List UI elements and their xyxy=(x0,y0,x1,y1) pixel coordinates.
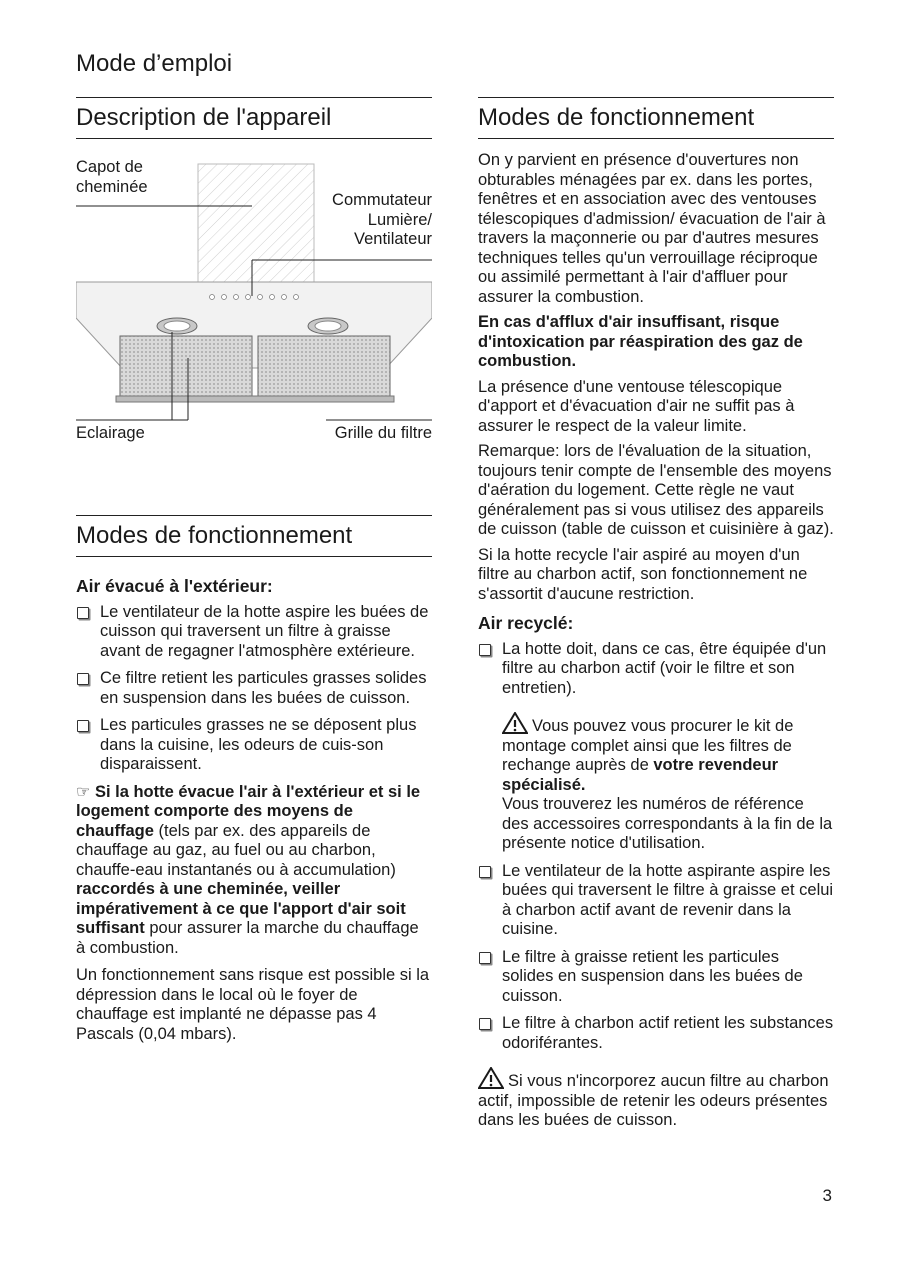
paragraph-5: Si la hotte recycle l'air aspiré au moyen d'un filtre au charbon actif, son fonctionnement ne s'assortit d'aucune restriction. xyxy=(478,545,808,603)
list-item xyxy=(76,669,432,708)
list-item-text: Le ventilateur de la hotte aspirante aspire les buées qui traversent le filtre à graisse et celui à charbon actif avant de revenir dans la cuisine. xyxy=(502,861,834,938)
paragraph-4: Remarque: lors de l'évaluation de la situation, toujours tenir compte de l'ensemble des moyens d'aération du logement. Cette règle ne vaut généralement pas si vous utilisez des appareils de cuisson (table de cuisson et cuisinière à gaz). xyxy=(478,442,834,538)
list-item-text: Le ventilateur de la hotte aspire les buées de cuisson qui traversent un filtre à graisse avant de regagner l'atmosphère extérieure. xyxy=(100,602,429,660)
note-text-2: pour assurer la marche du chauffage à combustion. xyxy=(76,919,419,957)
warning-block-kit xyxy=(478,712,834,854)
label-commutateur: Commutateur Lumière/ Ventilateur xyxy=(332,191,432,248)
list-item xyxy=(76,716,432,775)
label-eclairage: Eclairage xyxy=(76,424,145,442)
checkbox-bullet-icon xyxy=(479,1018,491,1030)
pointing-hand-icon: ☞ xyxy=(76,783,91,801)
list-item-text: Le filtre à graisse retient les particules solides en suspension dans les buées de cuisson. xyxy=(502,947,803,1005)
checkbox-bullet-icon xyxy=(77,607,89,619)
list-item xyxy=(478,948,834,1007)
range-hood-diagram xyxy=(76,158,432,448)
list-item xyxy=(76,603,432,662)
warning-text-2: Vous trouverez les numéros de référence des accessoires correspondants à la fin de la présente notice d'utilisation. xyxy=(502,795,833,852)
section-heading-modes-right: Modes de fonctionnement xyxy=(478,97,834,139)
warning-icon xyxy=(478,1067,504,1089)
left-modes-section xyxy=(76,515,432,1050)
note-text-1: (tels par ex. des appareils de chauffage au gaz, au fuel ou au charbon, chauffe-eau instantanés ou à accumulation) xyxy=(76,821,396,879)
warning-text: Si vous n'incorporez aucun filtre au charbon actif, impossible de retenir les odeurs présentes dans les buées de cuisson. xyxy=(478,1072,829,1129)
air-recycle-heading: Air recyclé: xyxy=(478,613,574,633)
checkbox-bullet-icon xyxy=(479,644,491,656)
list-item-text: La hotte doit, dans ce cas, être équipée d'un filtre au charbon actif (voir le filtre et son entretien). xyxy=(502,639,827,697)
section-heading-modes: Modes de fonctionnement xyxy=(76,515,432,557)
left-column xyxy=(76,97,432,139)
air-evacue-list xyxy=(76,603,432,775)
note-paragraph xyxy=(76,783,432,959)
warning-block-charbon xyxy=(478,1067,834,1131)
list-item xyxy=(478,640,834,699)
air-evacue-heading: Air évacué à l'extérieur: xyxy=(76,576,273,596)
checkbox-bullet-icon xyxy=(479,866,491,878)
list-item-text: Les particules grasses ne se déposent plus dans la cuisine, les odeurs de cuis-son disparaissent. xyxy=(100,716,417,773)
air-recycle-list-2 xyxy=(478,862,834,1054)
warning-paragraph-bold: En cas d'afflux d'air insuffisant, risque d'intoxication par réaspiration des gaz de combustion. xyxy=(478,313,803,370)
page-number: 3 xyxy=(822,1186,832,1205)
checkbox-bullet-icon xyxy=(479,952,491,964)
checkbox-bullet-icon xyxy=(77,720,89,732)
section-heading-description: Description de l'appareil xyxy=(76,97,432,139)
paragraph-1: On y parvient en présence d'ouvertures non obturables ménagées par ex. dans les portes, fenêtres et en association avec des ventouses télescopiques d'admission/ évacuation de l'air à travers la maçonnerie ou par d'autres mesures techniques telles qu'un verrouillage réciproque ou assimilé permettant à l'air d'affluer pour assurer la combustion. xyxy=(478,151,826,306)
note-bold-1: Si la hotte évacue l'air à l'extérieur et si le logement comporte des moyens de chauffage xyxy=(76,782,421,840)
list-item-text: Le filtre à charbon actif retient les substances odoriférantes. xyxy=(502,1014,834,1052)
warning-bold: votre revendeur spécialisé. xyxy=(502,756,779,794)
final-paragraph: Un fonctionnement sans risque est possible si la dépression dans le local où le foyer de chauffage est implanté ne dépasse pas 4 Pascals (0,04 mbars). xyxy=(76,966,430,1043)
warning-text-1: Vous pouvez vous procurer le kit de montage complet ainsi que les filtres de rechange auprès de xyxy=(502,717,794,774)
list-item xyxy=(478,1014,834,1053)
checkbox-bullet-icon xyxy=(77,673,89,685)
paragraph-3: La présence d'une ventouse télescopique d'apport et d'évacuation d'air ne suffit pas à assurer le respect de la valeur limite. xyxy=(478,377,795,435)
warning-icon xyxy=(502,712,528,734)
label-grille: Grille du filtre xyxy=(334,424,432,442)
note-bold-2: raccordés à une cheminée, veiller impérativement à ce que l'apport d'air soit suffisant xyxy=(76,880,406,937)
list-item xyxy=(478,862,834,940)
label-capot: Capot de cheminée xyxy=(76,158,148,196)
page-title: Mode d’emploi xyxy=(76,50,233,77)
right-column xyxy=(478,97,834,1131)
list-item-text: Ce filtre retient les particules grasses solides en suspension dans les buées de cuisson. xyxy=(100,669,427,707)
air-recycle-list xyxy=(478,640,834,699)
